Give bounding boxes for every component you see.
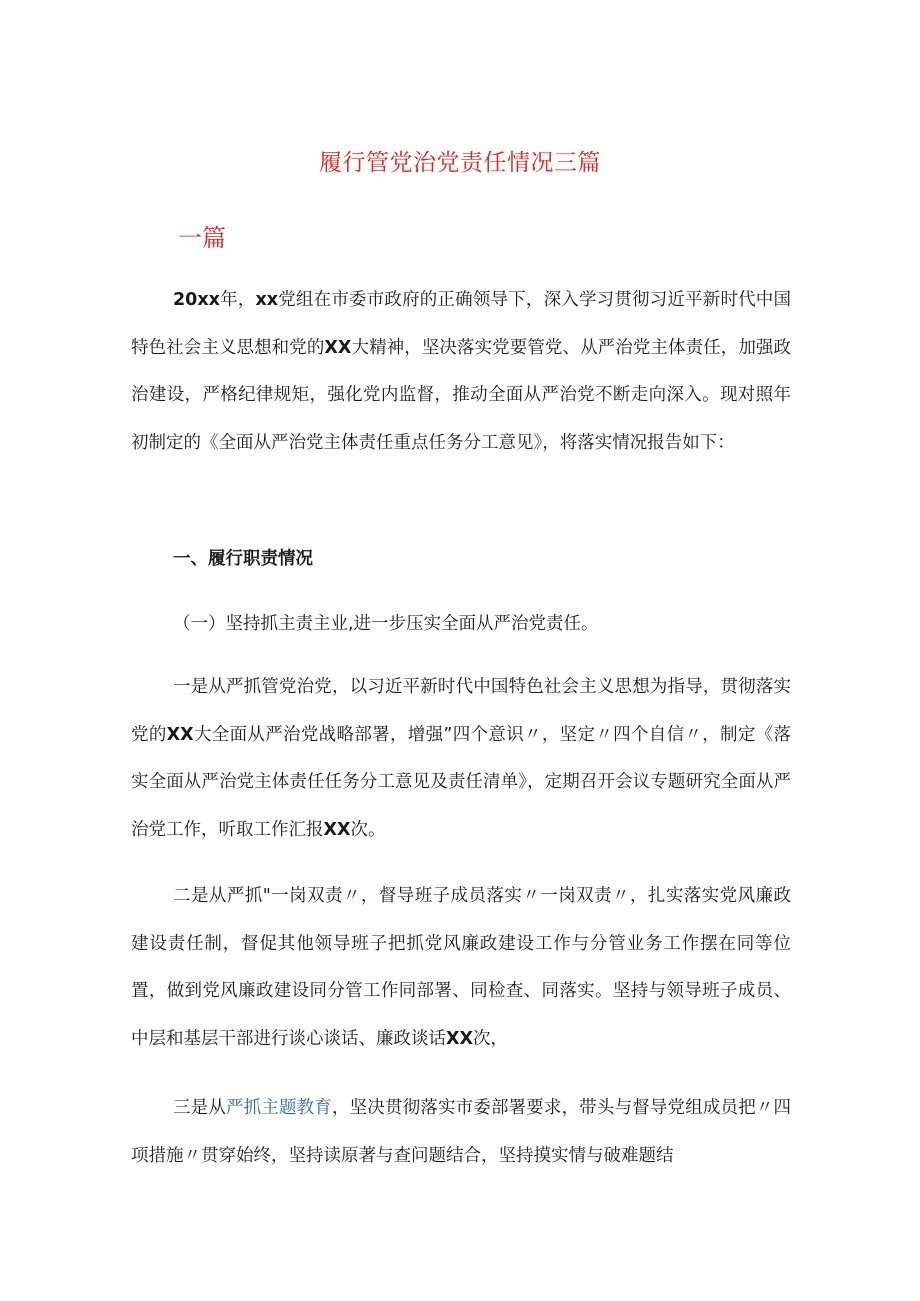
intro-text-2: 党组在市委市政府的正确领导下，深入学习贯彻习近平新时代中国特色社会主义思想和党的 <box>131 290 791 358</box>
para1-congress: XX <box>166 724 194 745</box>
section-heading: 一篇 <box>178 224 226 252</box>
para2-count: XX <box>446 1028 473 1049</box>
paragraph-2 <box>131 873 791 1063</box>
para1-text-2: 大全面从严治党战略部署，增强”四个意识〃，坚定〃四个自信〃，制定《落实全面从严治党主体责任任务分工意见及责任清单》，定期召开会议专题研究全面从严治党工作，听取工作汇报 <box>131 724 791 840</box>
congress-text: XX <box>324 337 352 358</box>
para2-text-2: 次， <box>473 1028 508 1049</box>
theme-education-link[interactable]: 严抓主题教育 <box>226 1098 332 1118</box>
intro-text-3: 大精神，坚决落实党要管党、从严治党主体责任，加强政治建设，严格纪律规矩，强化党内监督，推动全面从严治党不断走向深入。现对照年初制定的《全面从严治党主体责任重点任务分工意见》，将落实情况报告如下： <box>131 337 792 453</box>
intro-paragraph <box>131 277 791 467</box>
para1-text-3: 次。 <box>350 819 386 840</box>
paragraph-1 <box>131 664 791 854</box>
intro-text-1: 年， <box>219 290 256 310</box>
para3-text-2: ，坚决贯彻落实市委部署要求，带头与督导党组成员把〃四项措施〃贯穿始终，坚持读原著与查问题结合，坚持摸实情与破难题结 <box>131 1098 792 1166</box>
para1-count: XX <box>323 819 351 840</box>
para3-text-1: 三是从 <box>173 1098 226 1118</box>
para1-text-1: 一是从严抓管党治党，以习近平新时代中国特色社会主义思想为指导，贯彻落实党的 <box>131 677 791 745</box>
heading-duties: 一、履行职责情况 <box>173 549 313 569</box>
year-text: 20xx <box>173 290 220 310</box>
para2-text-1: 二是从严抓"一岗双责〃，督导班子成员落实〃一岗双责〃，扎实落实党风廉政建设责任制，督促其他领导班子把抓党风廉政建设工作与分管业务工作摆在同等位置，做到党风廉政建设同分管工作同部署、同检查、同落实。坚持与领导班子成员、中层和基层干部进行谈心谈话、廉政谈话 <box>131 886 791 1049</box>
subheading-1: （一）坚持抓主责主业,进一步压实全面从严治党责任。 <box>173 614 599 634</box>
paragraph-3 <box>131 1085 791 1180</box>
org-text: xx <box>255 290 279 310</box>
document-title: 履行管党治党责任情况三篇 <box>319 150 601 176</box>
